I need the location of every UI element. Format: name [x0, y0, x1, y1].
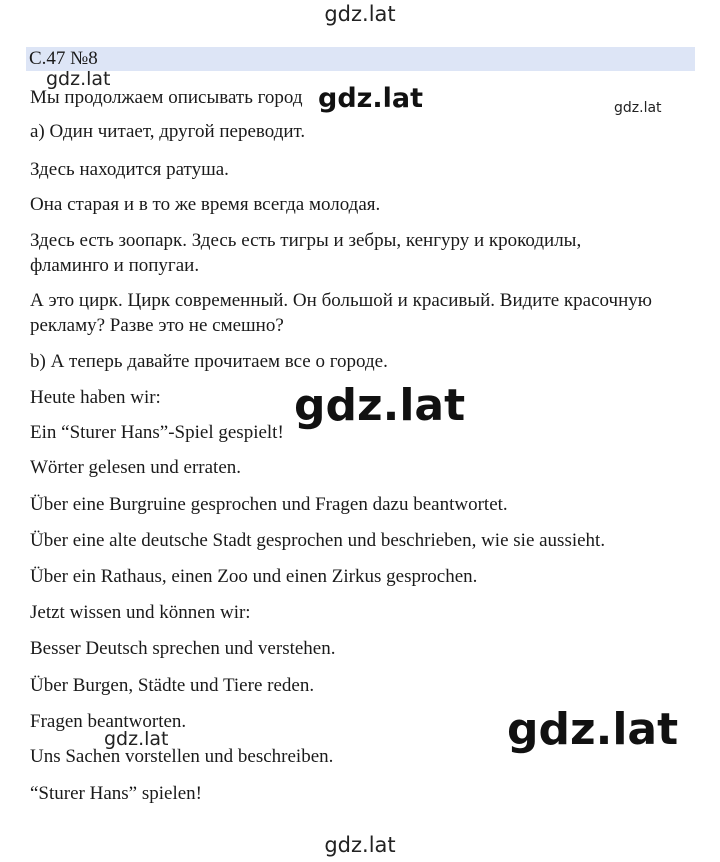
- watermark-small-left: gdz.lat: [46, 68, 111, 90]
- watermark-center-large: gdz.lat: [294, 380, 466, 431]
- text-line-7: Heute haben wir:: [30, 387, 161, 408]
- watermark-bottom: gdz.lat: [324, 833, 396, 857]
- watermark-right-small: gdz.lat: [614, 100, 662, 116]
- text-line-10: Über eine Burgruine gesprochen und Fragen dazu beantwortet.: [30, 494, 508, 515]
- text-line-4b: фламинго и попугаи.: [30, 255, 200, 276]
- text-line-16: Fragen beantworten.: [30, 711, 187, 732]
- exercise-heading: С.47 №8: [29, 48, 98, 69]
- watermark-lower-small: gdz.lat: [104, 728, 169, 750]
- text-line-12: Über ein Rathaus, einen Zoo und einen Zirkus gesprochen.: [30, 566, 478, 587]
- text-line-8: Ein “Sturer Hans”-Spiel gespielt!: [30, 422, 284, 443]
- intro-line: Мы продолжаем описывать город: [30, 87, 303, 108]
- watermark-right-large: gdz.lat: [507, 704, 679, 755]
- text-line-11: Über eine alte deutsche Stadt gesprochen und beschrieben, wie sie aussieht.: [30, 530, 606, 551]
- text-line-1: а) Один читает, другой переводит.: [30, 121, 306, 142]
- watermark-mid-top: gdz.lat: [318, 83, 424, 114]
- text-line-14: Besser Deutsch sprechen und verstehen.: [30, 638, 336, 659]
- heading-highlight-bar: [26, 47, 695, 71]
- text-line-5b: рекламу? Разве это не смешно?: [30, 315, 284, 336]
- text-line-3: Она старая и в то же время всегда молодая.: [30, 194, 381, 215]
- text-line-9: Wörter gelesen und erraten.: [30, 457, 242, 478]
- text-line-15: Über Burgen, Städte und Tiere reden.: [30, 675, 315, 696]
- text-line-2: Здесь находится ратуша.: [30, 159, 229, 180]
- text-line-4a: Здесь есть зоопарк. Здесь есть тигры и зебры, кенгуру и крокодилы,: [30, 230, 582, 251]
- text-line-17: Uns Sachen vorstellen und beschreiben.: [30, 746, 334, 767]
- text-line-18: “Sturer Hans” spielen!: [30, 783, 202, 804]
- text-line-6: b) А теперь давайте прочитаем все о городе.: [30, 351, 388, 372]
- text-line-5a: А это цирк. Цирк современный. Он большой и красивый. Видите красочную: [30, 290, 652, 311]
- watermark-top: gdz.lat: [324, 2, 396, 26]
- text-line-13: Jetzt wissen und können wir:: [30, 602, 251, 623]
